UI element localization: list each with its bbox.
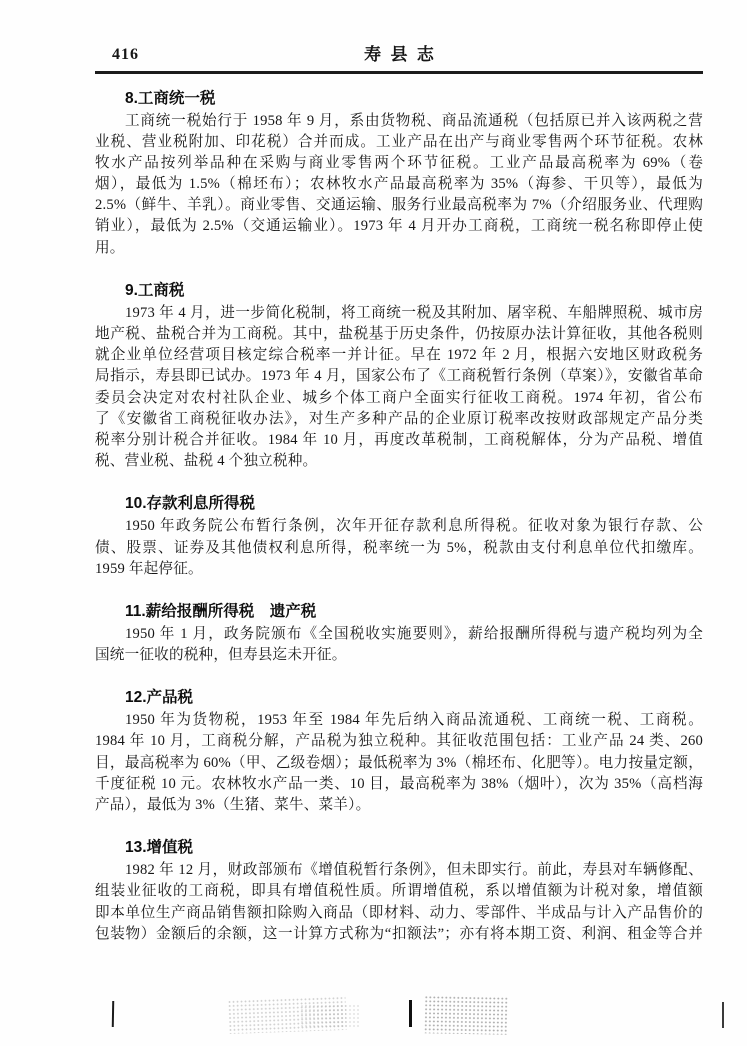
section-heading: 9.工商税 bbox=[125, 281, 185, 299]
tax-section bbox=[95, 601, 703, 666]
scan-artifact-tick bbox=[409, 1000, 412, 1027]
section-paragraph bbox=[95, 303, 703, 473]
text-line: 了《安徽省工商税征收办法》，对生产多种产品的企业原订税率改按财政部规定产品分类 bbox=[95, 410, 703, 427]
text-line: 1950 年政务院公布暂行条例，次年开征存款利息所得税。征收对象为银行存款、公 bbox=[125, 518, 703, 535]
text-line: 1959 年起停征。 bbox=[95, 560, 203, 577]
section-heading: 11.薪给报酬所得税 遗产税 bbox=[125, 602, 317, 620]
text-line: 牧水产品按列举品种在采购与商业零售两个环节征税。工业产品最高税率为 69%（卷 bbox=[95, 154, 703, 171]
text-line: 目，最高税率为 60%（甲、乙级卷烟）；最低税率为 3%（棉坯布、化肥等）。电力按量定额， bbox=[95, 754, 703, 771]
text-line: 销业），最低为 2.5%（交通运输业）。1973 年 4 月开办工商税，工商统一税名称即停止使 bbox=[95, 218, 703, 235]
text-line: 包装物）金额后的余额，这一计算方式称为“扣额法”；亦有将本期工资、利润、租金等合并 bbox=[95, 925, 703, 942]
text-line: 国统一征收的税种，但寿县迄未开征。 bbox=[95, 647, 347, 664]
text-line: 用。 bbox=[95, 239, 125, 256]
tax-section bbox=[95, 88, 703, 259]
text-line: 债、股票、证券及其他债权利息所得，税率统一为 5%，税款由支付利息单位代扣缴库。 bbox=[95, 539, 703, 556]
section-paragraph bbox=[95, 111, 703, 259]
page-number: 416 bbox=[112, 46, 139, 63]
text-line: 组装业征收的工商税，即具有增值税性质。所谓增值税，系以增值额为计税对象，增值额 bbox=[95, 883, 703, 900]
text-line: 即本单位生产商品销售额扣除购入商品（即材料、动力、零部件、半成品与计入产品售价的 bbox=[95, 904, 703, 921]
text-line: 1984 年 10 月，工商税分解，产品税为独立税种。其征收范围包括：工业产品 24 类、260 bbox=[95, 733, 703, 750]
text-line: 2.5%（鲜牛、羊乳）。商业零售、交通运输、服务行业最高税率为 7%（介绍服务业、代理购 bbox=[95, 197, 703, 214]
section-paragraph bbox=[95, 516, 703, 580]
text-line: 千度征税 10 元。农林牧水产品一类、10 目，最高税率为 38%（烟叶），次为 35%（高档海 bbox=[95, 775, 703, 792]
text-line: 委员会决定对农村社队企业、城乡个体工商户全面实行征收工商税。1974 年初，省公布 bbox=[95, 389, 703, 406]
section-heading: 10.存款利息所得税 bbox=[125, 495, 256, 513]
section-heading: 13.增值税 bbox=[125, 839, 194, 857]
text-line: 地产税、盐税合并为工商税。其中，盐税基于历史条件，仍按原办法计算征收，其他各税则 bbox=[95, 326, 703, 342]
text-line: 烟），最低为 1.5%（棉坯布）；农林牧水产品最高税率为 35%（海参、干贝等），最低为 bbox=[95, 176, 703, 193]
section-heading: 12.产品税 bbox=[125, 689, 194, 707]
section-paragraph bbox=[95, 624, 703, 666]
section-heading: 8.工商统一税 bbox=[125, 89, 216, 107]
text-line: 1982 年 12 月，财政部颁布《增值税暂行条例》，但未即实行。前此，寿县对车辆修配、 bbox=[125, 862, 703, 879]
text-line: 局指示，寿县即已试办。1973 年 4 月，国家公布了《工商税暂行条例（草案）》，安徽省革命 bbox=[95, 368, 703, 385]
text-line: 1950 年 1 月，政务院颁布《全国税收实施要则》，薪给报酬所得税与遗产税均列为全 bbox=[125, 625, 703, 642]
text-line: 产品），最低为 3%（生猪、菜牛、菜羊）。 bbox=[95, 797, 371, 813]
text-line: 税率分别计税合并征收。1984 年 10 月，再度改革税制，工商税解体，分为产品税、增值 bbox=[95, 431, 703, 448]
text-line: 税、营业税、盐税 4 个独立税种。 bbox=[95, 453, 318, 470]
section-paragraph bbox=[95, 710, 703, 816]
tax-section bbox=[95, 687, 703, 816]
text-line: 工商统一税始行于 1958 年 9 月，系由货物税、商品流通税（包括原已并入该两税之营 bbox=[125, 112, 703, 129]
tax-section bbox=[95, 837, 703, 945]
tax-section bbox=[95, 280, 703, 473]
section-paragraph bbox=[95, 860, 703, 945]
text-line: 就企业单位经营项目核定综合税率一并计征。早在 1972 年 2 月，根据六安地区财政税务 bbox=[95, 347, 703, 364]
scan-artifact-tick bbox=[112, 1001, 114, 1027]
text-line: 1950 年为货物税，1953 年至 1984 年先后纳入商品流通税、工商统一税、工商税。 bbox=[125, 712, 703, 729]
header-rule bbox=[95, 71, 703, 74]
tax-section bbox=[95, 493, 703, 580]
scan-artifact-smudge bbox=[424, 995, 509, 1034]
scan-artifact-smudge bbox=[300, 1004, 360, 1028]
scan-artifact-tick bbox=[722, 1002, 724, 1028]
book-title: 寿县志 bbox=[364, 45, 444, 64]
sections-container bbox=[95, 88, 703, 945]
text-block bbox=[95, 46, 703, 945]
page-header bbox=[95, 46, 703, 64]
text-line: 业税、营业税附加、印花税）合并而成。工业产品在出产与商业零售两个环节征税。农林 bbox=[95, 133, 703, 150]
text-line: 1973 年 4 月，进一步简化税制，将工商统一税及其附加、屠宰税、车船牌照税、城市房 bbox=[125, 304, 703, 321]
